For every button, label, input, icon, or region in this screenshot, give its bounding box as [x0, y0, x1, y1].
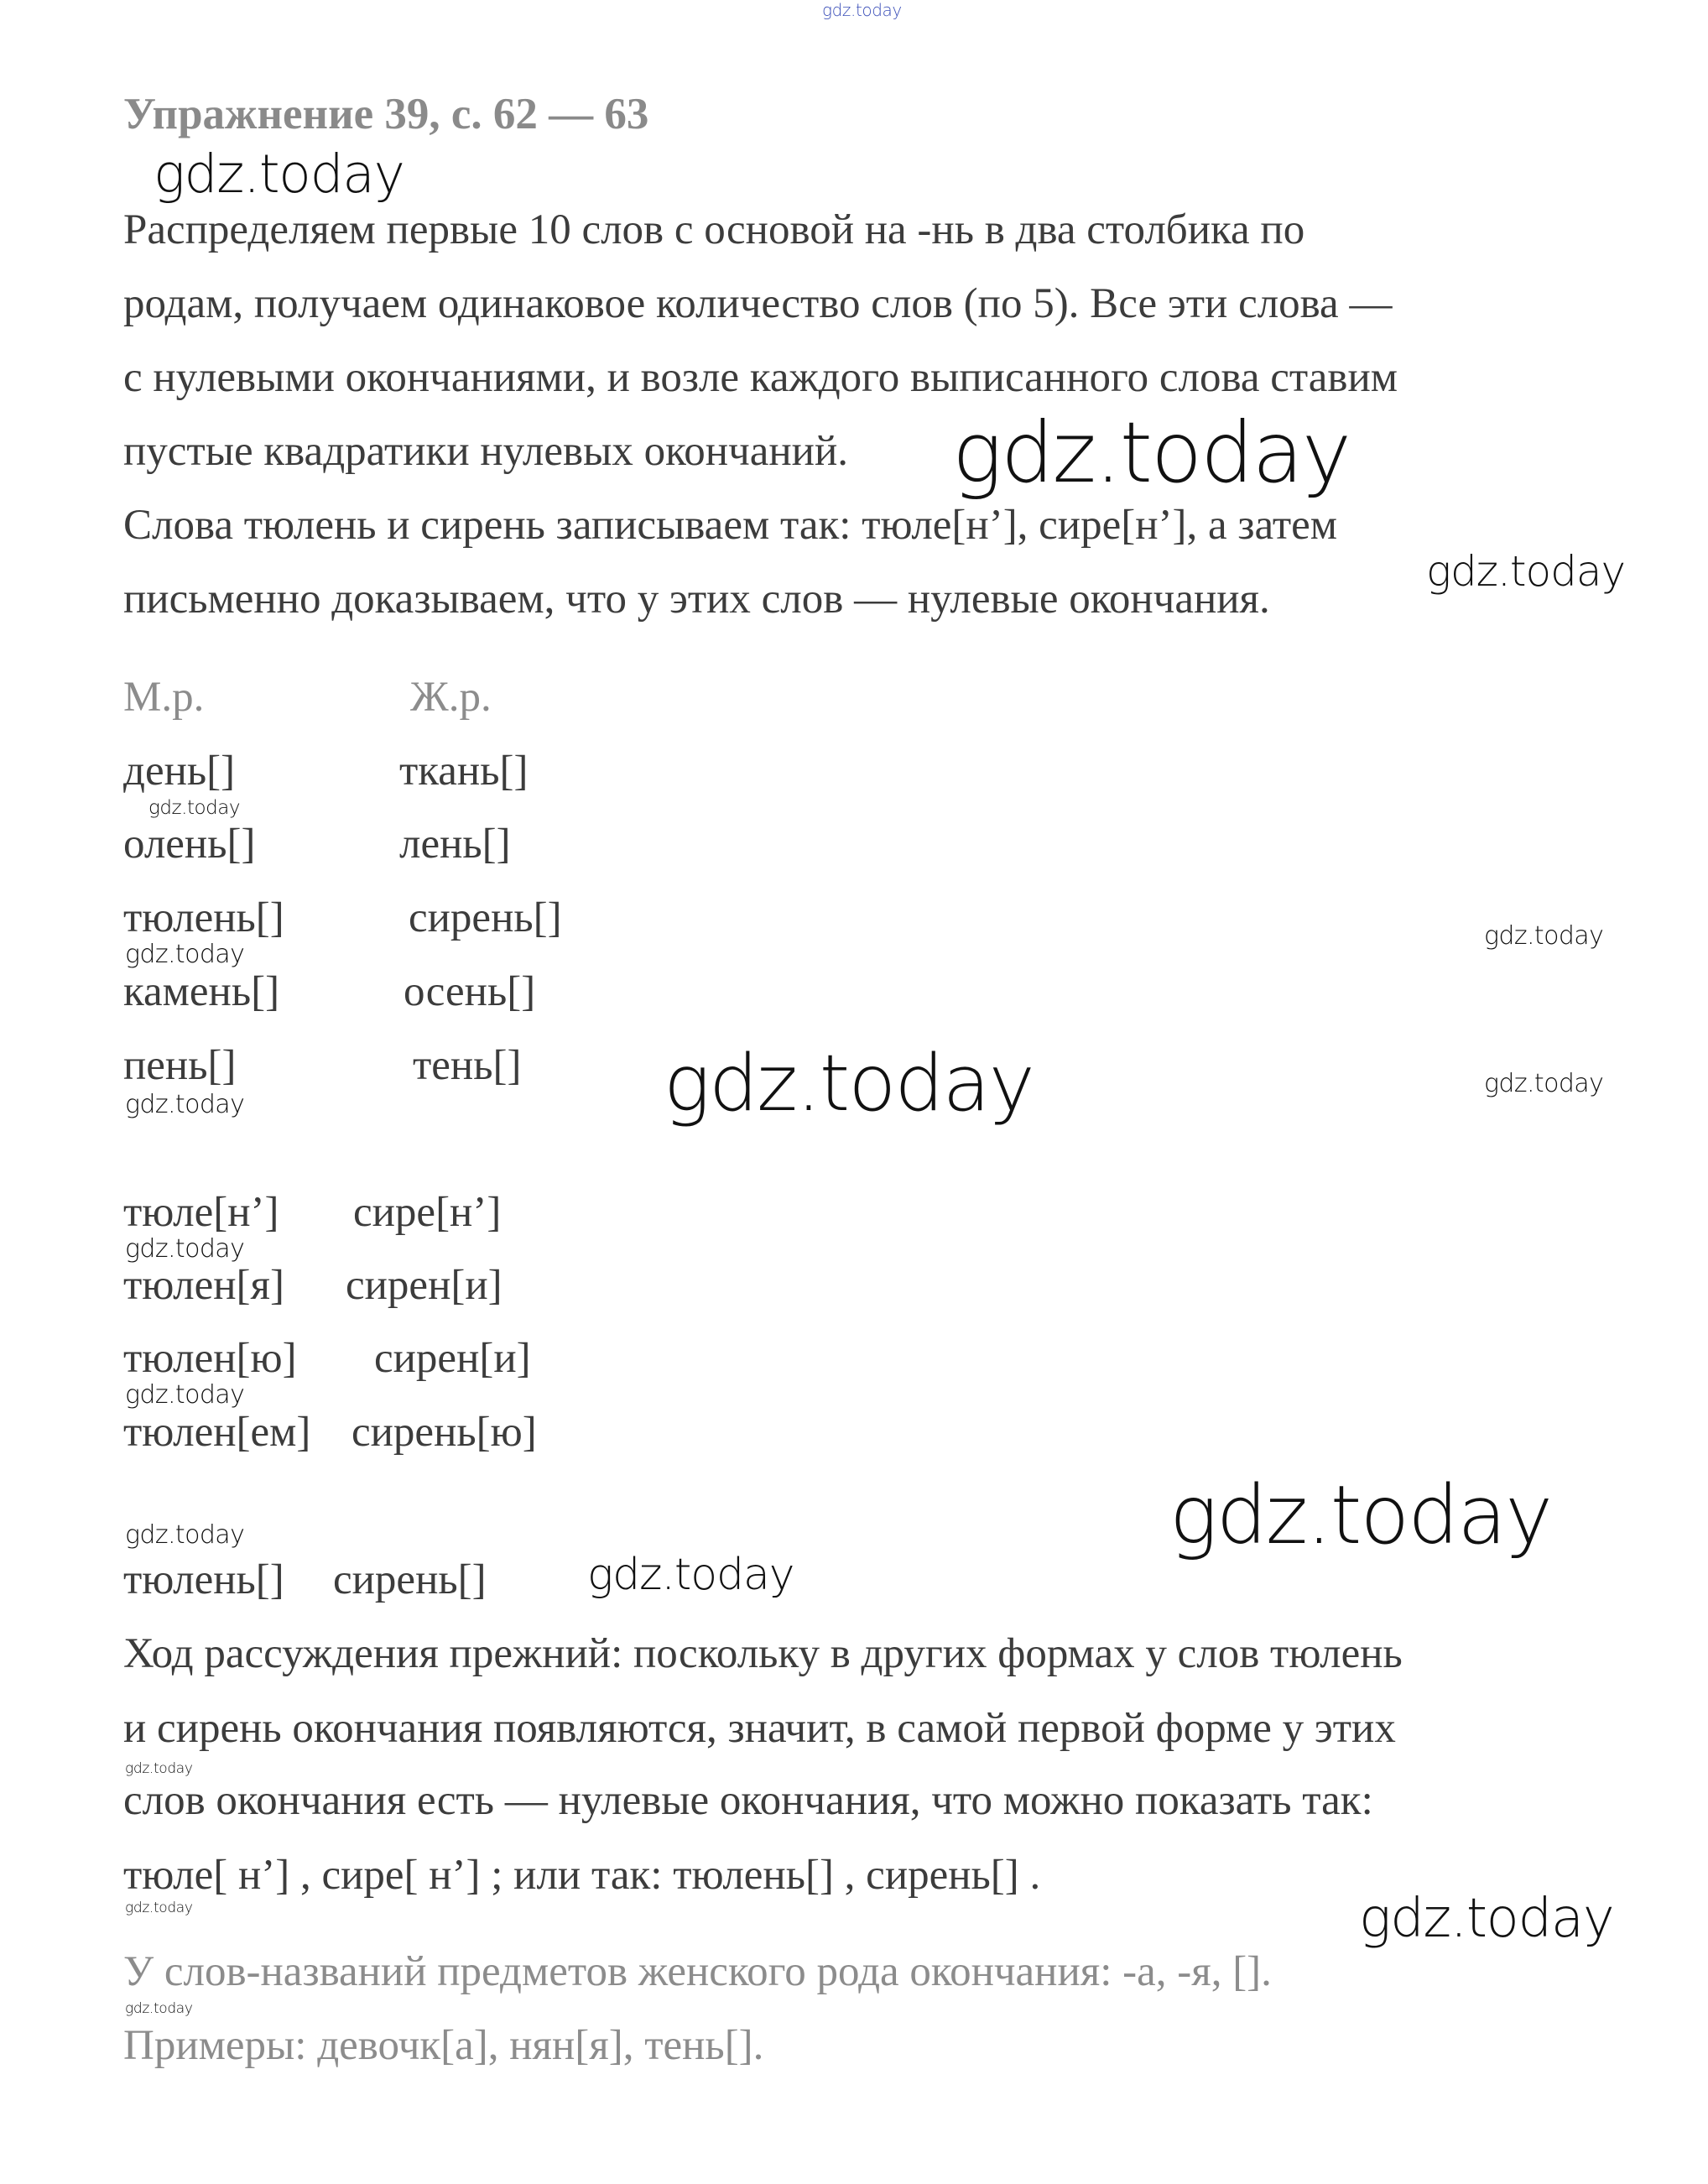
form-left: тюлен[ем] [123, 1409, 311, 1456]
reasoning-line: тюле[ н’] , сире[ н’] ; или так: тюлень[] , сирень[] . [123, 1852, 1041, 1899]
form-right: сирень[ю] [351, 1409, 537, 1456]
form-left: тюлен[ю] [123, 1335, 297, 1382]
fem-word: сирень[] [409, 894, 562, 941]
fem-word: тень[] [413, 1042, 522, 1089]
reasoning-line: Ход рассуждения прежний: поскольку в других формах у слов тюлень [123, 1630, 1403, 1677]
form-left: тюлен[я] [123, 1262, 284, 1309]
watermark: gdz.today [1484, 921, 1604, 951]
watermark: gdz.today [125, 2000, 193, 2017]
form-left: тюлень[] [123, 1556, 284, 1603]
form-right: сирен[и] [374, 1335, 531, 1382]
watermark: gdz.today [125, 1380, 245, 1410]
page-title: Упражнение 39, с. 62 — 63 [123, 90, 649, 138]
watermark: gdz.today [125, 1520, 245, 1550]
watermark: gdz.today [1426, 547, 1626, 596]
watermark: gdz.today [587, 1550, 794, 1600]
watermark: gdz.today [148, 797, 241, 819]
masc-word: олень[] [123, 821, 256, 868]
masc-header: М.р. [123, 674, 205, 721]
watermark: gdz.today [125, 940, 245, 969]
watermark: gdz.today [822, 0, 902, 20]
intro-line: пустые квадратики нулевых окончаний. [123, 428, 848, 475]
watermark: gdz.today [952, 404, 1351, 502]
fem-word: лень[] [399, 821, 511, 868]
watermark: gdz.today [125, 1760, 193, 1777]
reasoning-line: и сирень окончания появляются, значит, в самой первой форме у этих [123, 1705, 1396, 1752]
watermark: gdz.today [125, 1900, 193, 1916]
fem-header: Ж.р. [410, 674, 492, 721]
masc-word: пень[] [123, 1042, 237, 1089]
watermark: gdz.today [1359, 1888, 1614, 1950]
fem-word: осень[] [404, 968, 536, 1015]
form-left: тюле[н’] [123, 1189, 279, 1236]
watermark: gdz.today [1484, 1069, 1604, 1098]
form-right: сирен[и] [346, 1262, 503, 1309]
fem-word: ткань[] [399, 748, 529, 795]
watermark: gdz.today [1169, 1468, 1552, 1562]
masc-word: камень[] [123, 968, 280, 1015]
masc-word: день[] [123, 748, 236, 795]
form-right: сирень[] [333, 1556, 487, 1603]
rule-line: У слов-названий предметов женского рода окончания: -а, -я, []. [123, 1948, 1272, 1995]
rule-line: Примеры: девочк[а], нян[я], тень[]. [123, 2022, 764, 2069]
watermark: gdz.today [664, 1038, 1034, 1128]
form-right: сире[н’] [353, 1189, 502, 1236]
watermark: gdz.today [125, 1234, 245, 1264]
masc-word: тюлень[] [123, 894, 284, 941]
reasoning-line: слов окончания есть — нулевые окончания, что можно показать так: [123, 1777, 1373, 1824]
intro-line: Распределяем первые 10 слов с основой на -нь в два столбика по [123, 206, 1305, 253]
intro-line: Слова тюлень и сирень записываем так: тюле[н’], сире[н’], а затем [123, 502, 1338, 549]
intro-line: с нулевыми окончаниями, и возле каждого выписанного слова ставим [123, 354, 1398, 401]
watermark: gdz.today [154, 143, 404, 205]
watermark: gdz.today [125, 1090, 245, 1119]
intro-line: письменно доказываем, что у этих слов — нулевые окончания. [123, 576, 1270, 623]
intro-line: родам, получаем одинаковое количество слов (по 5). Все эти слова — [123, 280, 1393, 327]
